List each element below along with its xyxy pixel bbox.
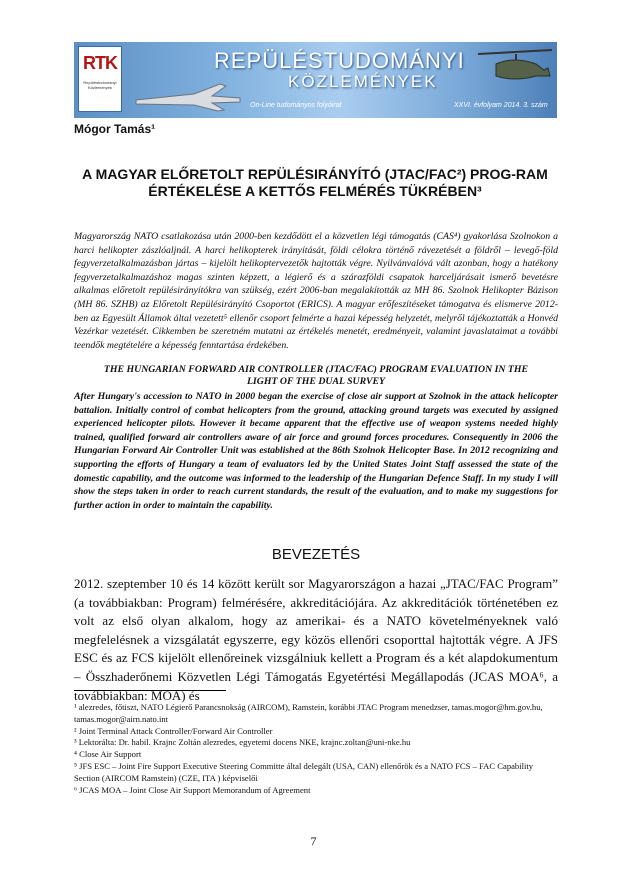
abstract-english: After Hungary's accession to NATO in 2000 began the exercise of close air support at Szolnok in the attack helicopter battalion. Initially control of combat helicopters from the ground, attacking ground targets was executed by assigned experienced helicopter pilots. However it became apparent that the effective use of weapon systems needed highly trained, qualified forward air controllers aware of air force and ground forces procedures. Consequently in 2006 the Hungarian Forward Air Controller Unit was established at the 86th Szolnok Helicopter Base. In 2012 recognizing and supporting the efforts of Hungary a team of evaluators led by the United States Joint Staff assessed the state of the domestic capability, and the outcome was informed to the leadership of the Hungarian Defence Staff. In my study I will show the steps taken in order to reach current standards, the result of the evaluation, and to make my suggestions for further action in order to maintain the capability.: [74, 391, 558, 511]
abstract-hungarian: Magyarország NATO csatlakozása után 2000-ben kezdődött el a közvetlen légi támogatás (CAS⁴) gyakorlása Szolnokon a harci helikopter zászlóaljnál. A harci helikopterek irányítását, földi célokra történő rávezetését a földről – levegő-föld fegyverzetalkalmazásban jártas – kijelölt helikoptervezetők hajtották végre. Nyilvánvalóvá vált azonban, hogy a hatékony fegyverzetalkalmazáshoz magas szinten képzett, a légierő és a szárazföldi csapatok harceljárásait ismerő bevetésre alkalmas előretolt repülésirányítókra van szükség, ezért 2006-ban megalakították az MH 86. Szolnok Helikopter Bázison (MH 86. SZHB) az Előretolt Repülésirányító Csoportot (ERICS). A magyar erőfeszítéseket támogatva és elismerve 2012-ben az Egyesült Államok által vezetett⁵ ellenőr csoport felmérte a hazai képesség helyzetét, melyről tájékoztatták a Honvéd Vezérkar vezetését. Cikkemben be szeretném mutatni az értékelés menetét, eredményeit, valamint javaslataimat a további teendők megtételére a képesség fenntartása érdekében.: [74, 231, 558, 351]
banner-title-line2: KÖZLEMÉNYEK: [288, 72, 438, 91]
english-title-line2: LIGHT OF THE DUAL SURVEY: [246, 376, 386, 387]
banner-title-line1: REPÜLÉSTUDOMÁNYI: [214, 48, 465, 73]
english-title: [74, 364, 558, 388]
logo-mark: RTK: [83, 53, 117, 73]
english-title-line1: THE HUNGARIAN FORWARD AIR CONTROLLER (JTAC/FAC) PROGRAM EVALUATION IN THE: [103, 364, 529, 375]
footnotes: [74, 702, 558, 796]
footnote-1: ¹ alezredes, főtiszt, NATO Légierő Parancsnokság (AIRCOM), Ramstein, korábbi JTAC Program menedzser, tamas.mogor@hm.gov.hu, tamas.mogor@airn.nato.int: [74, 702, 543, 724]
footnote-2: ² Joint Terminal Attack Controller/Forward Air Controller: [74, 725, 273, 736]
author-name: Mógor Tamás¹: [74, 122, 156, 136]
body-paragraph: 2012. szeptember 10 és 14 között került sor Magyarországon a hazai „JTAC/FAC Program” (a továbbiakban: Program) felmérésére, akkreditációjára. Az akkreditációk történetében ez volt az első olyan alkalom, hogy az amerikai- és a NATO követelményeknek való megfelelésnek a vizsgálatát egyszerre, egy közös ellenőri csoporttal hajtották végre. A JFS ESC és az FCS kijelölt ellenőreinek vizsgálniuk kellett a Program és a két alapdokumentum – Összhaderőnemi Közvetlen Légi Támogatás Egyetértési Megállapodás (JCAS MOA⁶, a továbbiakban: MOA) és: [74, 576, 558, 703]
footnote-6: ⁶ JCAS MOA – Joint Close Air Support Memorandum of Agreement: [74, 784, 311, 795]
footnote-4: ⁴ Close Air Support: [74, 749, 142, 760]
section-heading: BEVEZETÉS: [271, 546, 361, 563]
logo-subtitle: Repüléstudományi Közlemények: [83, 80, 117, 90]
jet-icon: [134, 78, 244, 112]
helicopter-icon: [474, 46, 554, 96]
journal-banner: [74, 42, 557, 118]
journal-logo: [78, 46, 122, 112]
footnote-3: ³ Lektorálta: Dr. habil. Krajnc Zoltán alezredes, egyetemi docens NKE, krajnc.zoltan@uni-nke.hu: [74, 737, 411, 748]
banner-tagline: On-Line tudományos folyóirat: [250, 102, 342, 109]
paper-title: A MAGYAR ELŐRETOLT REPÜLÉSIRÁNYÍTÓ (JTAC/FAC²) PROG-RAM ÉRTÉKELÉSE A KETTŐS FELMÉRÉS TÜKRÉBEN³: [82, 166, 548, 199]
banner-issue: XXVI. évfolyam 2014. 3. szám: [454, 102, 548, 109]
footnote-5: ⁵ JFS ESC – Joint Fire Support Executive Steering Committe által delegált (USA, CAN) ellenőrök és a NATO FCS – FAC Capability Section (AIRCOM Ramstein) (CZE, ITA ) képviselői: [74, 760, 534, 783]
footnote-rule: [74, 690, 226, 691]
page-number: 7: [310, 834, 317, 848]
